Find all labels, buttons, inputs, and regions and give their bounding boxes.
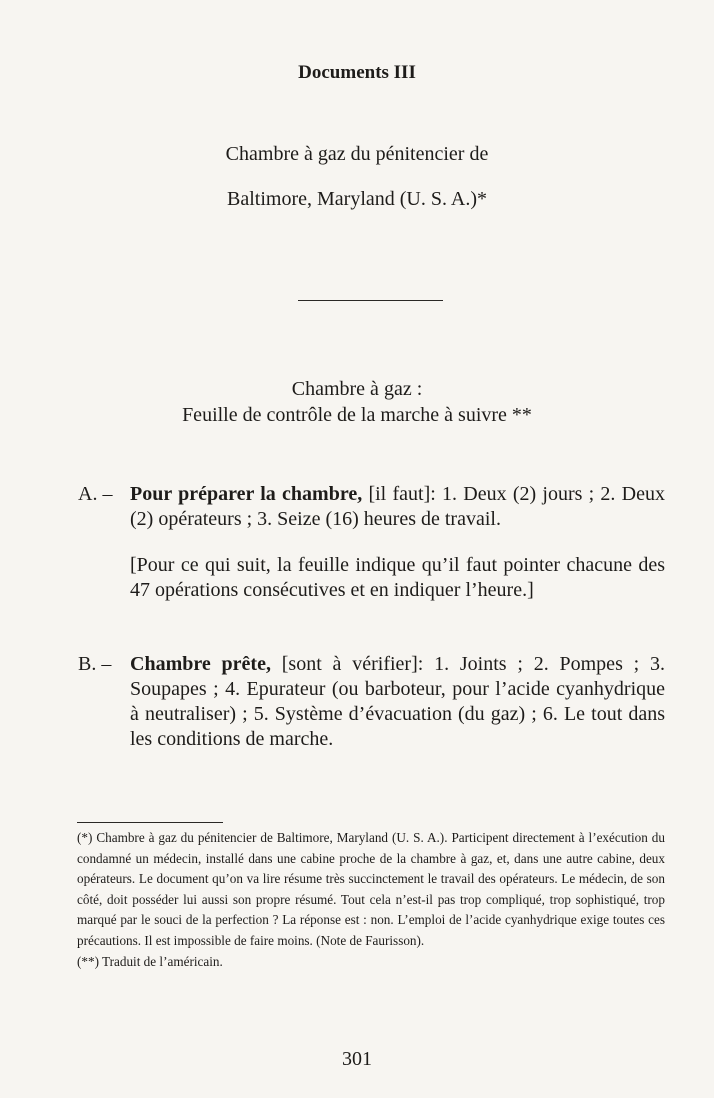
section-b-text: [sont à vérifier]: 1. Joints ; 2. Pompes ; 3. Soupapes ; 4. Epurateur (ou barboteur, pour l’acide cyanhydrique à neutraliser) ; 5. Système d’évacuation (du gaz) ; 6. Le tout dans les conditions de marche.: [130, 653, 665, 750]
footnote-divider: [77, 822, 223, 823]
section-heading-line-2: Feuille de contrôle de la marche à suivre **: [182, 404, 532, 426]
page-number: 301: [342, 1048, 372, 1070]
section-b-label: B. –: [78, 653, 112, 675]
footnote-1: (*) Chambre à gaz du pénitencier de Baltimore, Maryland (U. S. A.). Participent directement à l’exécution du condamné un médecin, installé dans une cabine proche de la chambre à gaz, et, dans une autre cabine, deux opérateurs. Le document qu’on va lire résume très succinctement le travail des opérateurs. Le médecin, de son côté, doit posséder lui aussi son propre résumé. Tout cela n’est-il pas trop compliqué, trop sophistiqué, trop marqué par le souci de la perfection ? La réponse est : non. L’emploi de l’acide cyanhydrique exige toutes ces précautions. Il est impossible de faire moins. (Note de Faurisson).: [77, 830, 665, 948]
document-title: Documents III: [298, 62, 416, 83]
center-divider: [298, 300, 443, 301]
section-a-note: [Pour ce qui suit, la feuille indique qu’il faut pointer chacune des 47 opérations consécutives et en indiquer l’heure.]: [130, 554, 665, 601]
section-b-paragraph: [130, 652, 665, 752]
section-b-body: [130, 652, 665, 752]
section-b-bold-lead: Chambre prête,: [130, 653, 271, 675]
section-a-text: [il faut]: 1. Deux (2) jours ; 2. Deux (2) opérateurs ; 3. Seize (16) heures de travail.: [130, 483, 665, 530]
section-a-paragraph: [130, 482, 665, 532]
section-a-body: [130, 482, 665, 603]
subtitle-line-2: Baltimore, Maryland (U. S. A.)*: [227, 188, 487, 210]
footnotes: [77, 828, 665, 972]
section-heading-line-1: Chambre à gaz :: [291, 378, 423, 400]
footnote-2: (**) Traduit de l’américain.: [77, 953, 223, 969]
section-a-label: A. –: [78, 483, 113, 505]
section-a-bold-lead: Pour préparer la chambre,: [130, 483, 363, 505]
subtitle-line-1: Chambre à gaz du pénitencier de: [225, 143, 489, 165]
